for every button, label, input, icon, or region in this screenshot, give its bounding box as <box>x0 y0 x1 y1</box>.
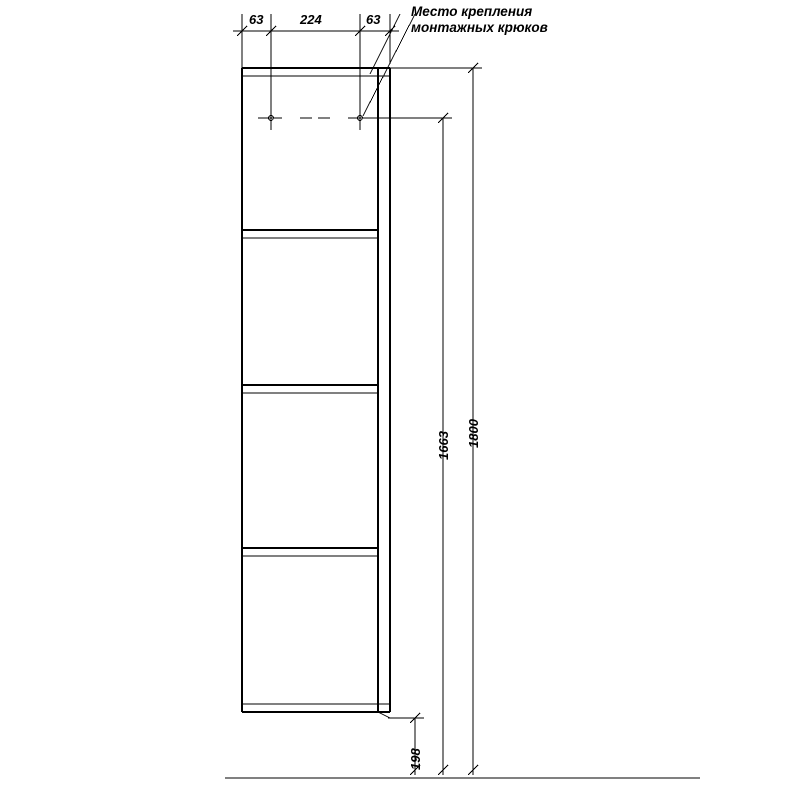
hook-mounting-note <box>411 4 548 35</box>
dim-label-top-left-width: 63 <box>249 12 264 27</box>
cabinet-base-projection <box>378 712 390 718</box>
dim-label-overall-height: 1800 <box>466 419 481 448</box>
hook-mounting-note-line1: Место крепления <box>411 4 533 19</box>
dim-label-top-right-width: 63 <box>366 12 381 27</box>
dim-label-cabinet-height: 1663 <box>436 431 451 460</box>
dim-label-floor-gap: 198 <box>408 748 423 770</box>
hook-mounting-note-line2: монтажных крюков <box>411 19 548 35</box>
dim-label-top-center-width: 224 <box>300 12 322 27</box>
note-leader-line-right <box>363 14 415 116</box>
